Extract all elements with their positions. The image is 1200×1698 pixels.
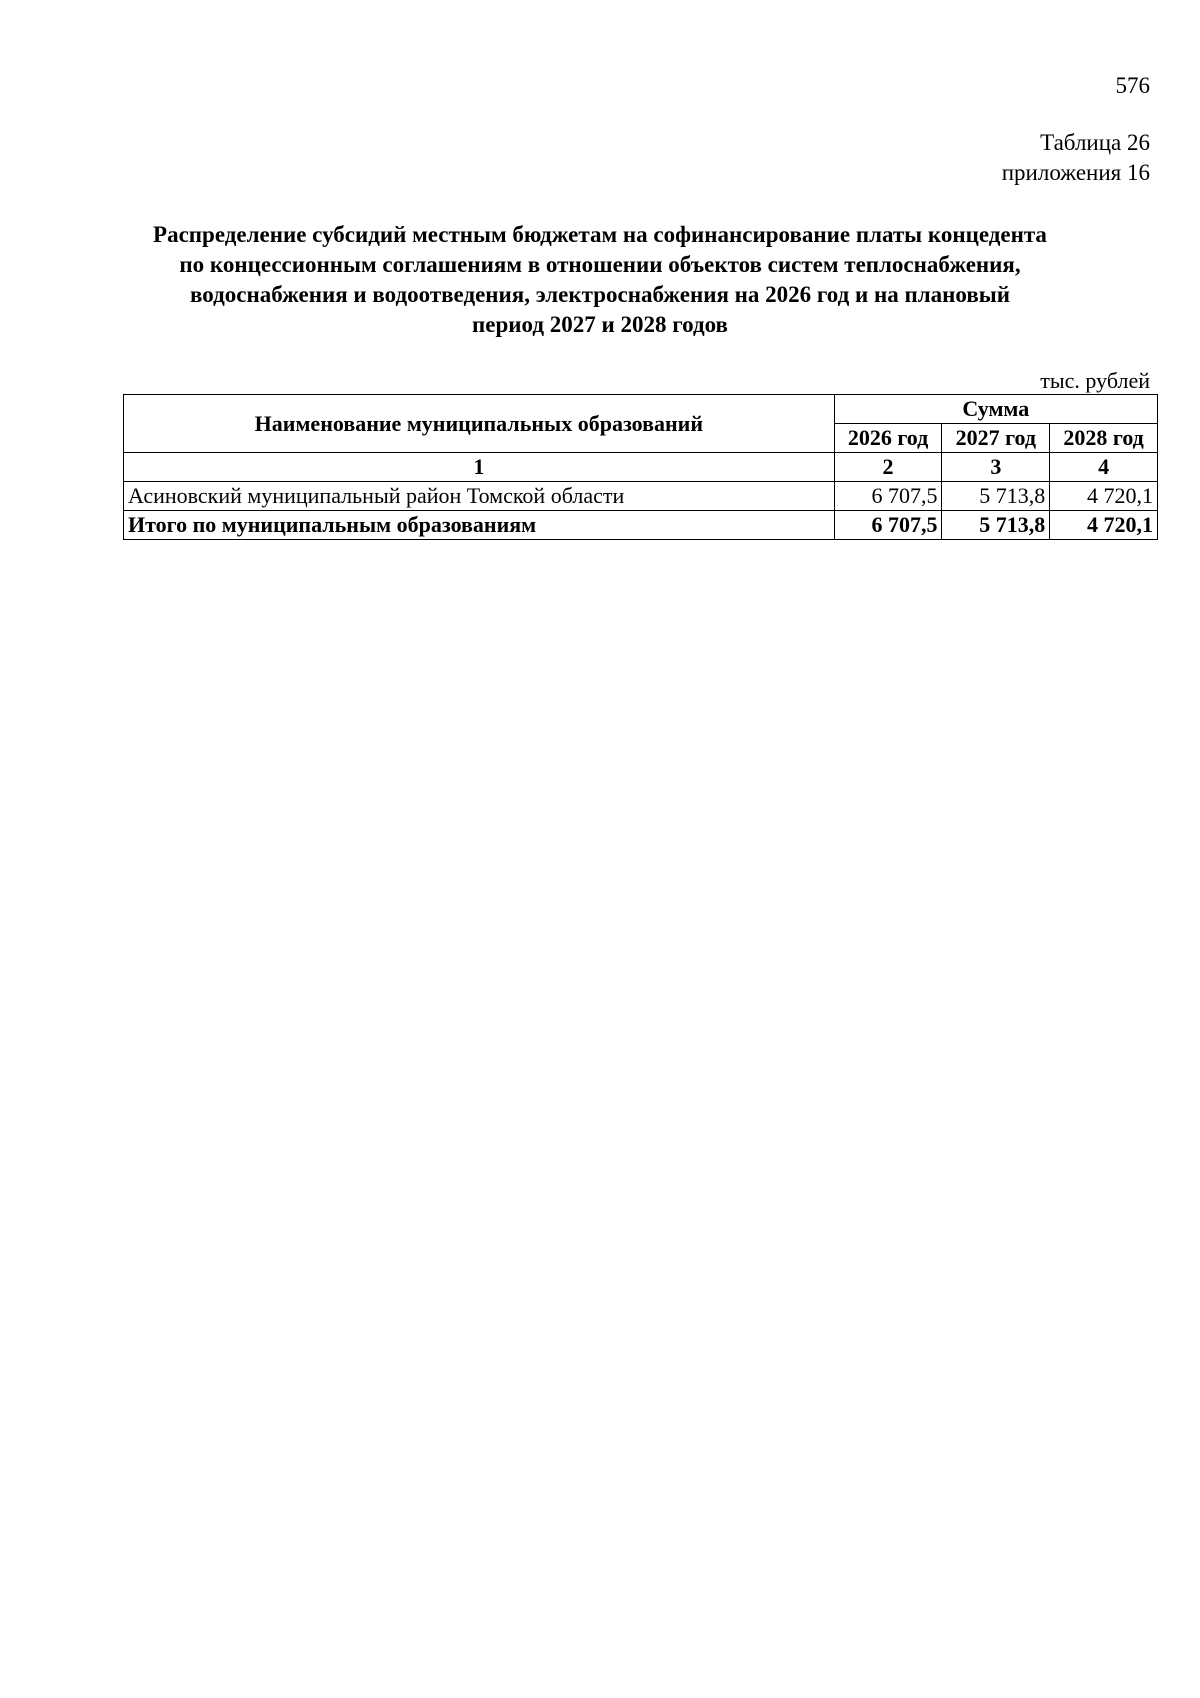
municipality-name: Асиновский муниципальный район Томской области (124, 482, 835, 511)
table-row (124, 482, 1158, 511)
header-sum: Сумма (834, 395, 1157, 424)
title-line: по концессионным соглашениям в отношении объектов систем теплоснабжения, (179, 252, 1021, 277)
total-2028: 4 720,1 (1050, 511, 1158, 540)
total-2026: 6 707,5 (834, 511, 942, 540)
column-number: 1 (124, 453, 835, 482)
document-title (100, 220, 1100, 340)
header-year-2028: 2028 год (1050, 424, 1158, 453)
subsidy-table (123, 394, 1158, 540)
units-label: тыс. рублей (1040, 368, 1150, 393)
header-year-2026: 2026 год (834, 424, 942, 453)
table-number: Таблица 26 (1040, 130, 1150, 155)
table-reference (1002, 128, 1150, 188)
column-numbers-row (124, 453, 1158, 482)
value-2028: 4 720,1 (1050, 482, 1158, 511)
value-2026: 6 707,5 (834, 482, 942, 511)
table-header-row (124, 395, 1158, 424)
column-number: 4 (1050, 453, 1158, 482)
page-number: 576 (1115, 73, 1150, 98)
header-municipality-name: Наименование муниципальных образований (124, 395, 835, 453)
title-line: период 2027 и 2028 годов (472, 312, 728, 337)
header-year-2027: 2027 год (942, 424, 1050, 453)
value-2027: 5 713,8 (942, 482, 1050, 511)
total-label: Итого по муниципальным образованиям (124, 511, 835, 540)
title-line: Распределение субсидий местным бюджетам на софинансирование платы концедента (153, 222, 1047, 247)
column-number: 3 (942, 453, 1050, 482)
appendix-number: приложения 16 (1001, 160, 1150, 185)
total-2027: 5 713,8 (942, 511, 1050, 540)
title-line: водоснабжения и водоотведения, электроснабжения на 2026 год и на плановый (190, 282, 1010, 307)
total-row (124, 511, 1158, 540)
column-number: 2 (834, 453, 942, 482)
